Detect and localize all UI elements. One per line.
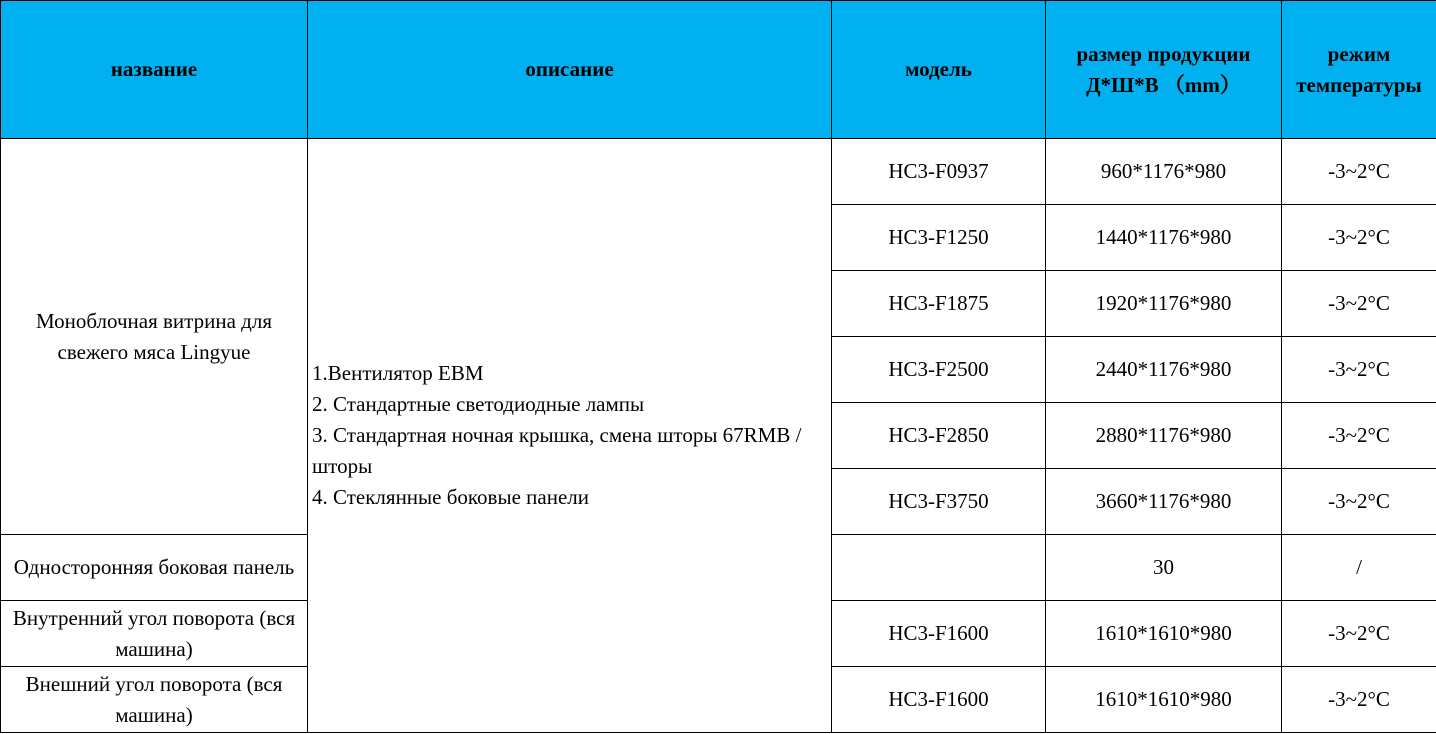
temperature-cell: -3~2°C [1282, 205, 1436, 271]
product-name-cell: Внутренний угол поворота (вся машина) [1, 601, 308, 667]
header-temperature: режим температуры [1282, 1, 1436, 139]
product-name-cell: Односторонняя боковая панель [1, 535, 308, 601]
model-cell: HC3-F2850 [832, 403, 1046, 469]
description-line: 3. Стандартная ночная крышка, смена шторы 67RMB / шторы [312, 423, 802, 478]
model-cell: HC3-F2500 [832, 337, 1046, 403]
header-row [1, 1, 1436, 139]
temperature-cell: -3~2°C [1282, 271, 1436, 337]
description-line: 1.Вентилятор EBM [312, 361, 484, 385]
model-cell: HC3-F1600 [832, 667, 1046, 733]
header-model: модель [832, 1, 1046, 139]
size-cell: 2440*1176*980 [1046, 337, 1282, 403]
size-cell: 1920*1176*980 [1046, 271, 1282, 337]
header-size: размер продукции Д*Ш*В （mm） [1046, 1, 1282, 139]
model-cell: HC3-F1250 [832, 205, 1046, 271]
size-cell: 1610*1610*980 [1046, 667, 1282, 733]
model-cell [832, 535, 1046, 601]
description-line: 4. Стеклянные боковые панели [312, 485, 589, 509]
temperature-cell: -3~2°C [1282, 337, 1436, 403]
temperature-cell: -3~2°C [1282, 403, 1436, 469]
temperature-cell: / [1282, 535, 1436, 601]
temperature-cell: -3~2°C [1282, 601, 1436, 667]
size-cell: 1610*1610*980 [1046, 601, 1282, 667]
header-description: описание [308, 1, 832, 139]
size-cell: 2880*1176*980 [1046, 403, 1282, 469]
model-cell: HC3-F0937 [832, 139, 1046, 205]
size-cell: 30 [1046, 535, 1282, 601]
temperature-cell: -3~2°C [1282, 139, 1436, 205]
header-name: название [1, 1, 308, 139]
temperature-cell: -3~2°C [1282, 469, 1436, 535]
product-name-cell: Моноблочная витрина для свежего мяса Lingyue [1, 139, 308, 535]
size-cell: 960*1176*980 [1046, 139, 1282, 205]
description-cell [308, 139, 832, 733]
table-row [1, 139, 1436, 205]
model-cell: HC3-F1600 [832, 601, 1046, 667]
temperature-cell: -3~2°C [1282, 667, 1436, 733]
product-name-cell: Внешний угол поворота (вся машина) [1, 667, 308, 733]
size-cell: 3660*1176*980 [1046, 469, 1282, 535]
description-line: 2. Стандартные светодиодные лампы [312, 392, 645, 416]
size-cell: 1440*1176*980 [1046, 205, 1282, 271]
model-cell: HC3-F1875 [832, 271, 1046, 337]
model-cell: HC3-F3750 [832, 469, 1046, 535]
